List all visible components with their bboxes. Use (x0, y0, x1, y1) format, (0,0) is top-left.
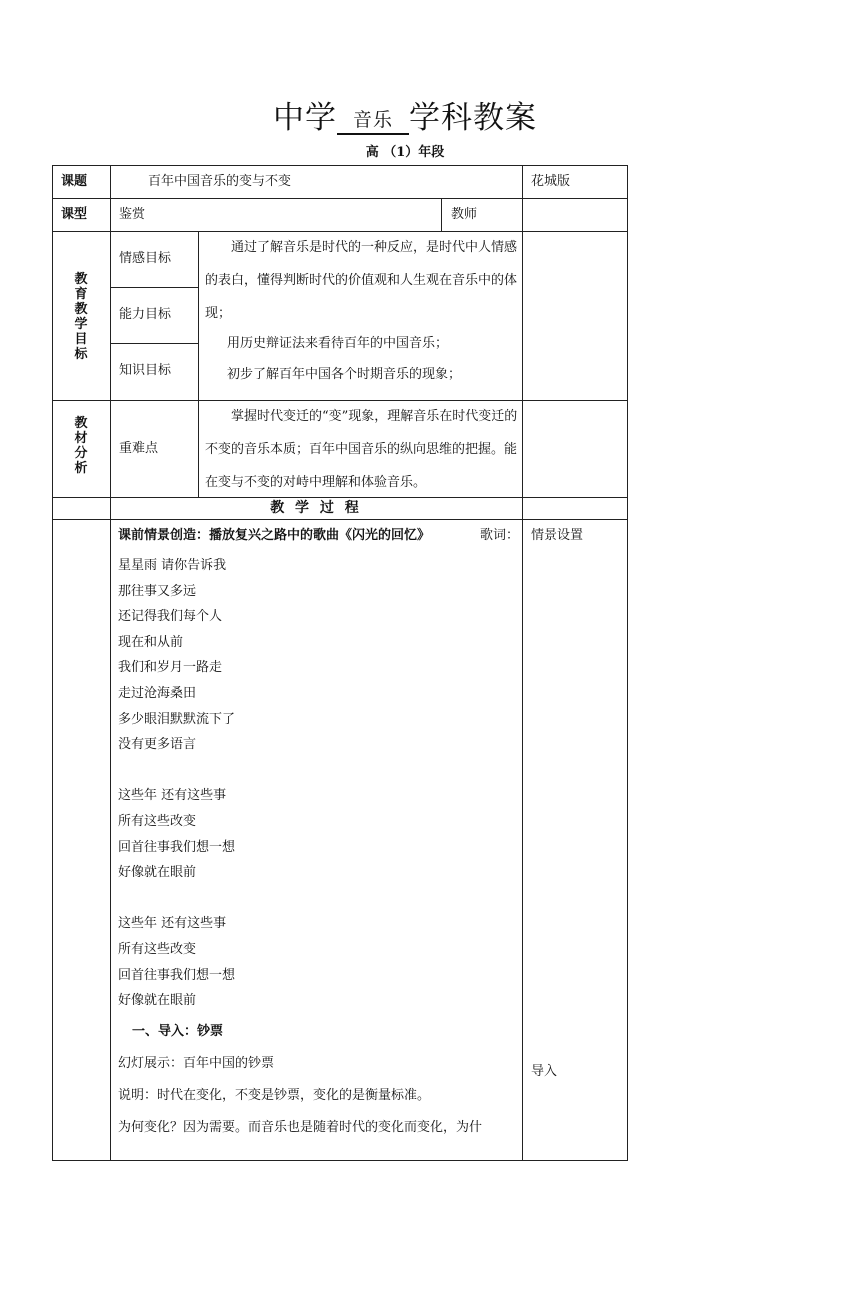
lyric-line: 那往事又多远 (118, 583, 197, 599)
row-divider (110, 343, 198, 344)
note-intro: 导入 (531, 1064, 558, 1079)
grade-line: 高 （1）年段 (365, 145, 445, 160)
objective-text-knowledge: 初步了解百年中国各个时期音乐的现象； (227, 367, 462, 382)
objective-text-ability: 用历史辩证法来看待百年的中国音乐； (227, 336, 449, 351)
type-value: 鉴赏 (119, 207, 146, 222)
objective-text-emotion: 通过了解音乐是时代的一种反应，是时代中人情感的表白，懂得判断时代的价值观和人生观在音乐中的体现； (205, 240, 518, 321)
process-header: 教 学 过 程 (270, 500, 362, 516)
lyrics-block (118, 553, 518, 1014)
lyric-line: 所有这些改变 (118, 813, 197, 829)
lyric-line: 这些年 还有这些事 (118, 788, 227, 804)
table-border-top (52, 165, 628, 166)
lyric-line (118, 758, 518, 784)
objectives-label: 教育教学目标 (74, 272, 88, 362)
lyric-line: 走过沧海桑田 (118, 685, 197, 701)
lyric-line: 好像就在眼前 (118, 993, 197, 1009)
objective-label-ability: 能力目标 (119, 307, 172, 322)
slide-text: 幻灯展示：百年中国的钞票 (118, 1056, 275, 1071)
lyric-line: 所有这些改变 (118, 941, 197, 957)
row-divider (52, 519, 628, 520)
column-divider (198, 231, 199, 497)
table-border-right (627, 165, 628, 1161)
row-divider (110, 287, 198, 288)
table-border-left (52, 165, 53, 1161)
row-divider (52, 198, 628, 199)
title-suffix: 学科教案 (409, 100, 537, 136)
lyric-line: 现在和从前 (118, 634, 184, 650)
column-divider (110, 165, 111, 1161)
note-scene: 情景设置 (531, 528, 584, 543)
type-label: 课型 (61, 207, 88, 222)
page-title (0, 92, 810, 137)
subject-name: 音乐 (337, 108, 409, 135)
lyric-line: 我们和岁月一路走 (118, 660, 223, 676)
teacher-label: 教师 (451, 207, 478, 222)
column-divider (522, 165, 523, 1161)
edition-value: 花城版 (531, 174, 571, 189)
lyric-line (118, 886, 518, 912)
title-prefix: 中学 (272, 100, 337, 136)
lesson-plan-table (52, 165, 628, 1161)
topic-label: 课题 (61, 174, 88, 189)
difficulty-text: 掌握时代变迁的“变”现象，理解音乐在时代变迁的不变的音乐本质；百年中国音乐的纵向思维的把握。能在变与不变的对峙中理解和体验音乐。 (205, 409, 518, 490)
table-border-bottom (52, 1160, 628, 1161)
lyric-line: 星星雨 请你告诉我 (118, 558, 227, 573)
column-divider (441, 198, 442, 231)
objective-label-knowledge: 知识目标 (119, 363, 172, 378)
explain-text: 说明：时代在变化，不变是钞票，变化的是衡量标准。 (118, 1088, 431, 1103)
difficulty-label: 重难点 (119, 441, 159, 456)
lyric-line: 这些年 还有这些事 (118, 916, 227, 932)
topic-value: 百年中国音乐的变与不变 (148, 174, 292, 189)
why-text: 为何变化？因为需要。而音乐也是随着时代的变化而变化，为什 (118, 1120, 483, 1135)
lyric-line: 多少眼泪默默流下了 (118, 711, 236, 727)
lyric-line: 好像就在眼前 (118, 865, 197, 881)
intro-heading: 课前情景创造：播放复兴之路中的歌曲《闪光的回忆》 (118, 528, 431, 543)
objective-label-emotion: 情感目标 (119, 251, 172, 266)
lyric-line: 没有更多语言 (118, 737, 197, 753)
lyric-line: 回首往事我们想一想 (118, 967, 236, 983)
lyric-line: 回首往事我们想一想 (118, 839, 236, 855)
lyrics-label: 歌词： (480, 528, 520, 543)
section1-heading: 一、导入：钞票 (132, 1024, 224, 1039)
analysis-label: 教材分析 (74, 416, 88, 476)
lyric-line: 还记得我们每个人 (118, 609, 223, 625)
